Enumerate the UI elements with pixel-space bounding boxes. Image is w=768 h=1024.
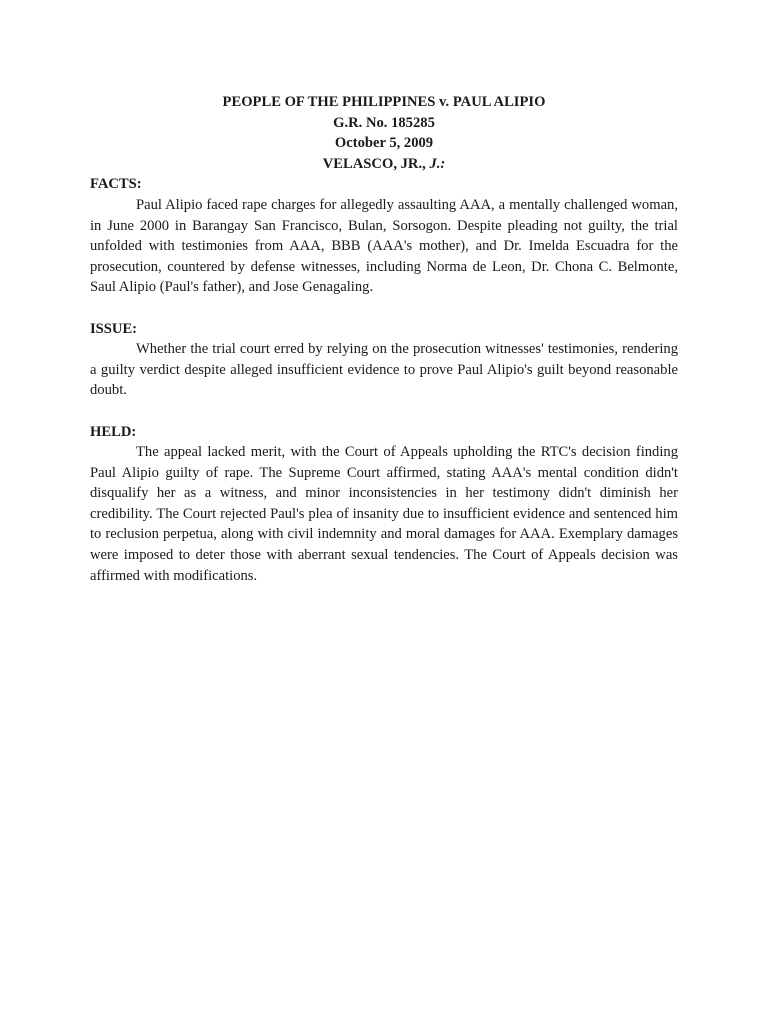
issue-heading: ISSUE:	[90, 320, 138, 337]
case-title: PEOPLE OF THE PHILIPPINES v. PAUL ALIPIO	[222, 94, 546, 110]
held-heading: HELD:	[90, 423, 137, 440]
facts-heading: FACTS:	[90, 176, 142, 193]
issue-body: Whether the trial court erred by relying on the prosecution witnesses' testimonies, rendering a guilty verdict despite alleged insufficient evidence to prove Paul Alipio's guilt beyond reasonable doubt.	[90, 341, 678, 399]
case-header	[90, 92, 678, 174]
ponente-name: VELASCO, JR.,	[322, 155, 430, 172]
held-section	[90, 422, 678, 587]
case-ponente	[90, 154, 678, 175]
case-date: October 5, 2009	[334, 135, 434, 152]
section-spacer	[90, 298, 678, 319]
issue-section	[90, 319, 678, 401]
facts-body: Paul Alipio faced rape charges for allegedly assaulting AAA, a mentally challenged woman, in June 2000 in Barangay San Francisco, Bulan, Sorsogon. Despite pleading not guilty, the trial unfolded with testimonies from AAA, BBB (AAA's mother), and Dr. Imelda Escuadra for the prosecution, countered by defense witnesses, including Norma de Leon, Dr. Chona C. Belmonte, Saul Alipio (Paul's father), and Jose Genagaling.	[90, 196, 678, 296]
held-body: The appeal lacked merit, with the Court of Appeals upholding the RTC's decision finding Paul Alipio guilty of rape. The Supreme Court affirmed, stating AAA's mental condition didn't disqualify her as a witness, and minor inconsistencies in her testimony didn't diminish her credibility. The Court rejected Paul's plea of insanity due to insufficient evidence and sentenced him to reclusion perpetua, along with civil indemnity and moral damages for AAA. Exemplary damages were imposed to deter those with aberrant sexual tendencies. The Court of Appeals decision was affirmed with modifications.	[90, 444, 678, 584]
case-gr-number: G.R. No. 185285	[333, 114, 435, 131]
facts-section	[90, 174, 678, 298]
ponente-suffix: J.:	[429, 155, 446, 172]
section-spacer	[90, 401, 678, 422]
document-page	[90, 92, 678, 586]
